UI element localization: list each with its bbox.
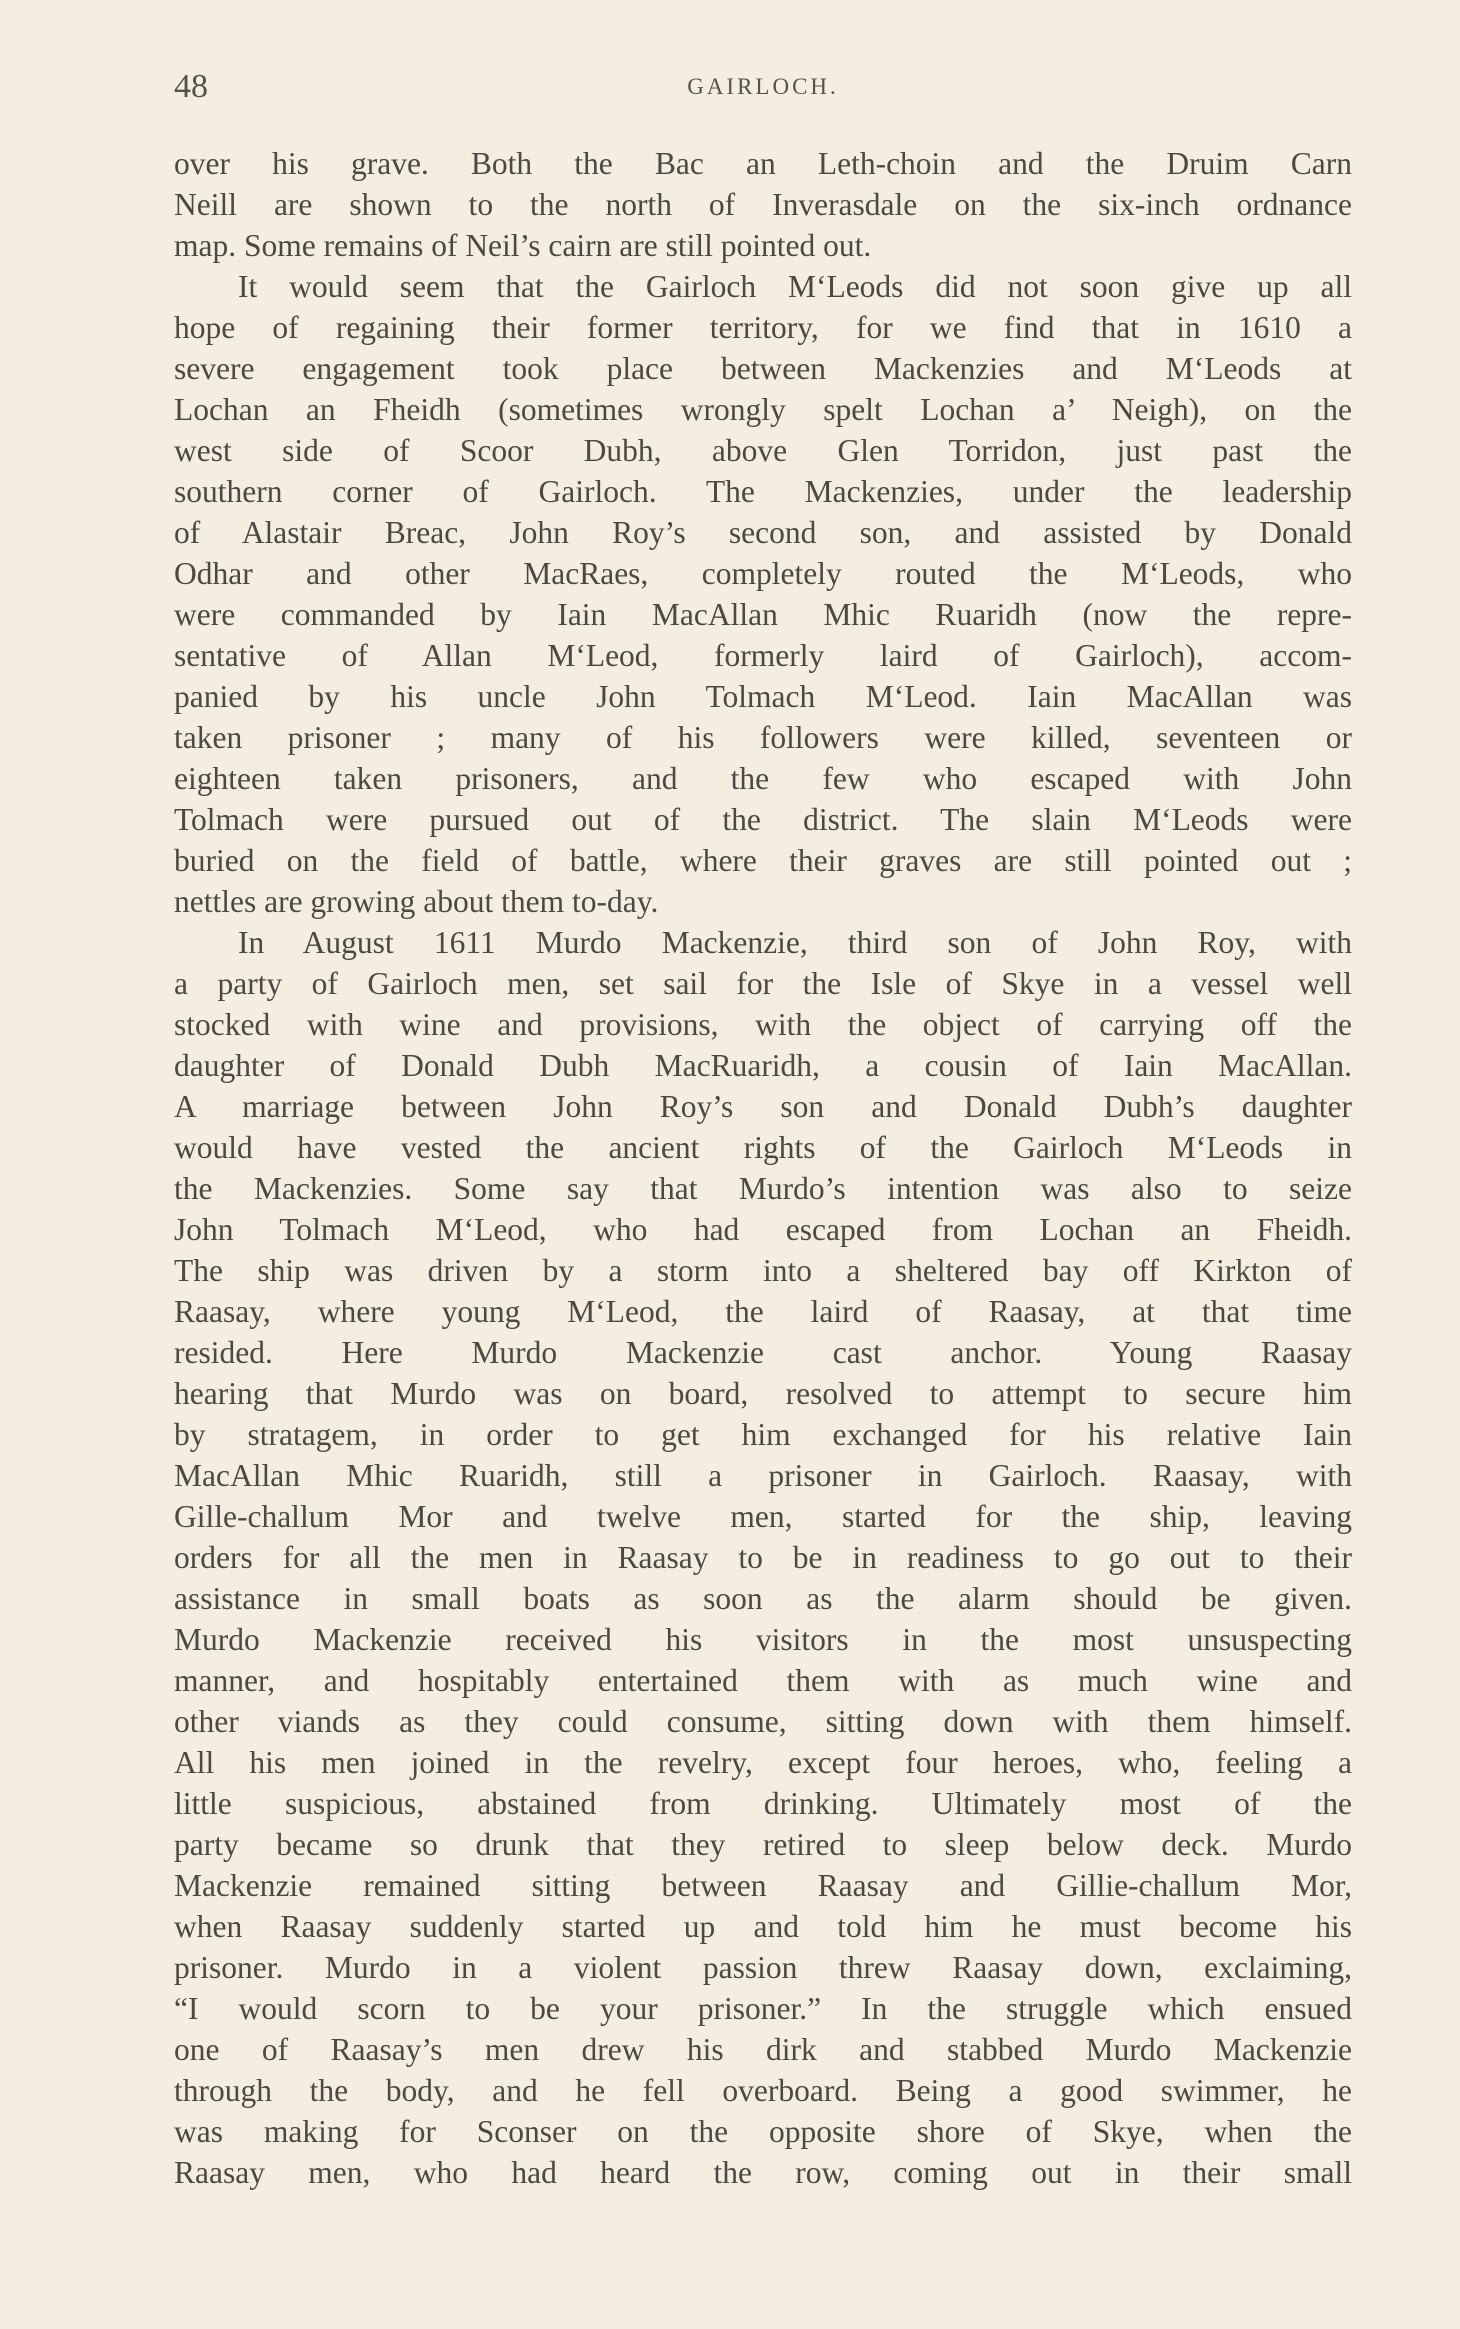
- text-line: of Alastair Breac, John Roy’s second son, and assisted by Donald: [174, 515, 1352, 550]
- text-line: nettles are growing about them to-day.: [174, 884, 659, 919]
- text-line: over his grave. Both the Bac an Leth-choin and the Druim Carn: [174, 146, 1352, 181]
- text-line: the Mackenzies. Some say that Murdo’s intention was also to seize: [174, 1171, 1352, 1206]
- text-line: eighteen taken prisoners, and the few who escaped with John: [174, 761, 1352, 796]
- text-line: MacAllan Mhic Ruaridh, still a prisoner in Gairloch. Raasay, with: [174, 1458, 1352, 1493]
- text-line: would have vested the ancient rights of the Gairloch M‘Leods in: [174, 1130, 1352, 1165]
- text-line: one of Raasay’s men drew his dirk and stabbed Murdo Mackenzie: [174, 2032, 1352, 2067]
- text-line: manner, and hospitably entertained them with as much wine and: [174, 1663, 1352, 1698]
- text-line: a party of Gairloch men, set sail for the Isle of Skye in a vessel well: [174, 966, 1352, 1001]
- text-line: assistance in small boats as soon as the alarm should be given.: [174, 1581, 1352, 1616]
- text-line: The ship was driven by a storm into a sheltered bay off Kirkton of: [174, 1253, 1352, 1288]
- text-line: Tolmach were pursued out of the district. The slain M‘Leods were: [174, 802, 1352, 837]
- text-line: All his men joined in the revelry, except four heroes, who, feeling a: [174, 1745, 1352, 1780]
- text-line: prisoner. Murdo in a violent passion threw Raasay down, exclaiming,: [174, 1950, 1352, 1985]
- text-line: Gille-challum Mor and twelve men, started for the ship, leaving: [174, 1499, 1352, 1534]
- text-line: severe engagement took place between Mackenzies and M‘Leods at: [174, 351, 1352, 386]
- text-line: other viands as they could consume, sitting down with them himself.: [174, 1704, 1352, 1739]
- text-line: resided. Here Murdo Mackenzie cast anchor. Young Raasay: [174, 1335, 1352, 1370]
- text-line: little suspicious, abstained from drinking. Ultimately most of the: [174, 1786, 1352, 1821]
- text-line: Murdo Mackenzie received his visitors in the most unsuspecting: [174, 1622, 1352, 1657]
- text-line: Raasay, where young M‘Leod, the laird of Raasay, at that time: [174, 1294, 1352, 1329]
- text-line: John Tolmach M‘Leod, who had escaped from Lochan an Fheidh.: [174, 1212, 1352, 1247]
- text-line: map. Some remains of Neil’s cairn are still pointed out.: [174, 228, 872, 263]
- text-line: A marriage between John Roy’s son and Donald Dubh’s daughter: [174, 1089, 1352, 1124]
- text-line: was making for Sconser on the opposite shore of Skye, when the: [174, 2114, 1352, 2149]
- text-line: were commanded by Iain MacAllan Mhic Ruaridh (now the repre-: [174, 597, 1352, 632]
- text-line: Raasay men, who had heard the row, coming out in their small: [174, 2155, 1352, 2190]
- running-title: GAIRLOCH.: [687, 74, 839, 99]
- text-line: by stratagem, in order to get him exchanged for his relative Iain: [174, 1417, 1352, 1452]
- text-line: In August 1611 Murdo Mackenzie, third son of John Roy, with: [238, 925, 1352, 960]
- text-line: west side of Scoor Dubh, above Glen Torridon, just past the: [174, 433, 1352, 468]
- text-line: buried on the field of battle, where their graves are still pointed out ;: [174, 843, 1352, 878]
- page-number: 48: [174, 68, 208, 105]
- text-line: panied by his uncle John Tolmach M‘Leod. Iain MacAllan was: [174, 679, 1352, 714]
- text-line: hearing that Murdo was on board, resolved to attempt to secure him: [174, 1376, 1352, 1411]
- text-line: taken prisoner ; many of his followers were killed, seventeen or: [174, 720, 1352, 755]
- text-line: southern corner of Gairloch. The Mackenzies, under the leadership: [174, 474, 1352, 509]
- text-line: Lochan an Fheidh (sometimes wrongly spelt Lochan a’ Neigh), on the: [174, 392, 1352, 427]
- text-line: It would seem that the Gairloch M‘Leods did not soon give up all: [238, 269, 1352, 304]
- text-line: Odhar and other MacRaes, completely routed the M‘Leods, who: [174, 556, 1352, 591]
- text-line: Mackenzie remained sitting between Raasay and Gillie-challum Mor,: [174, 1868, 1352, 1903]
- text-line: sentative of Allan M‘Leod, formerly laird of Gairloch), accom-: [174, 638, 1352, 673]
- text-line: “I would scorn to be your prisoner.” In the struggle which ensued: [174, 1991, 1352, 2026]
- text-line: Neill are shown to the north of Inverasdale on the six-inch ordnance: [174, 187, 1352, 222]
- text-line: hope of regaining their former territory, for we find that in 1610 a: [174, 310, 1352, 345]
- text-line: orders for all the men in Raasay to be in readiness to go out to their: [174, 1540, 1352, 1575]
- text-line: when Raasay suddenly started up and told him he must become his: [174, 1909, 1352, 1944]
- body-text: [174, 143, 1352, 2193]
- text-line: daughter of Donald Dubh MacRuaridh, a cousin of Iain MacAllan.: [174, 1048, 1352, 1083]
- text-line: through the body, and he fell overboard. Being a good swimmer, he: [174, 2073, 1352, 2108]
- text-line: stocked with wine and provisions, with the object of carrying off the: [174, 1007, 1352, 1042]
- running-head: [174, 62, 1352, 112]
- text-line: party became so drunk that they retired to sleep below deck. Murdo: [174, 1827, 1352, 1862]
